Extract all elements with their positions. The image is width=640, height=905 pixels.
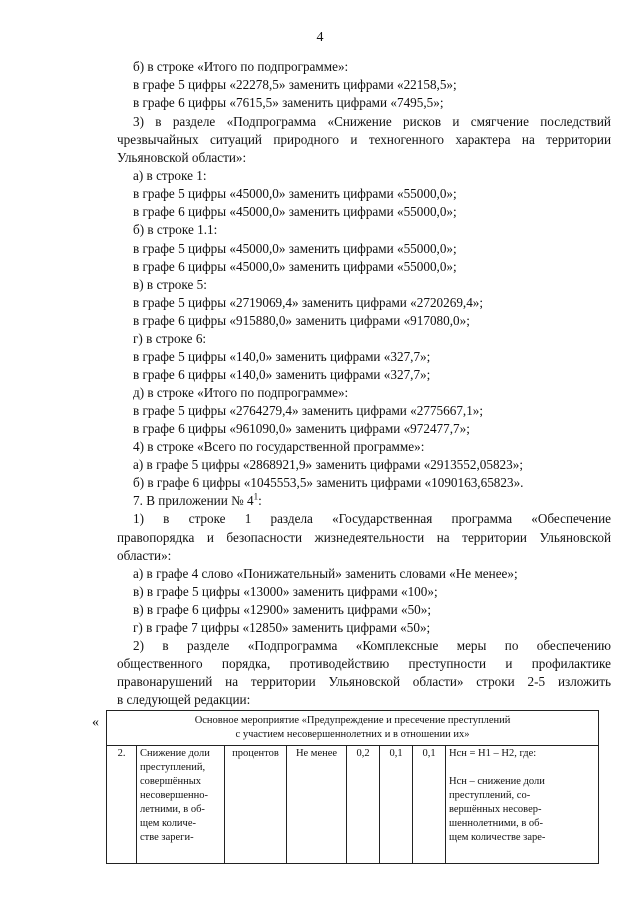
header-line: Основное мероприятие «Предупреждение и пресечение преступлений xyxy=(194,715,511,726)
text-line: г) в строке 6: xyxy=(133,331,207,346)
value-cell: 0,1 xyxy=(413,746,446,864)
text-line: в) в графе 6 цифры «12900» заменить цифрами «50»; xyxy=(133,602,432,617)
text-line: общественного порядка, противодействию преступности и профилактике xyxy=(117,656,611,671)
text-line xyxy=(133,492,262,510)
value-cell: 0,2 xyxy=(347,746,380,864)
text-line: в следующей редакции: xyxy=(117,692,251,707)
cell-line: преступлений, со- xyxy=(449,790,531,801)
text-line: в графе 5 цифры «2764279,4» заменить цифрами «2775667,1»; xyxy=(133,403,484,418)
cell-line: Нсн – снижение доли xyxy=(449,776,545,787)
text-line: в графе 6 цифры «7615,5» заменить цифрами «7495,5»; xyxy=(133,95,444,110)
cell-line: щем количестве заре- xyxy=(449,832,546,843)
row-number: 2. xyxy=(107,746,137,864)
cell-line: совершённых xyxy=(140,776,202,787)
text-line: в графе 5 цифры «22278,5» заменить цифрами «22158,5»; xyxy=(133,77,457,92)
opening-quote: « xyxy=(92,715,99,730)
text-line: б) в строке «Итого по подпрограмме»: xyxy=(133,59,349,74)
cell-line: Нсн = Н1 – Н2, где: xyxy=(449,748,537,759)
text-line: б) в графе 6 цифры «1045553,5» заменить цифрами «1090163,65823». xyxy=(133,475,524,490)
appendix-superscript: 1 xyxy=(253,491,259,502)
indicator-name xyxy=(137,746,225,864)
indicators-table xyxy=(106,710,599,864)
text-line: в графе 6 цифры «961090,0» заменить цифрами «972477,7»; xyxy=(133,421,470,436)
table-row xyxy=(107,746,599,864)
text-line: б) в строке 1.1: xyxy=(133,222,218,237)
text-line: чрезвычайных ситуаций природного и техногенного характера на территории xyxy=(117,132,611,147)
cell-line: преступлений, xyxy=(140,762,206,773)
table-header-row xyxy=(107,711,599,746)
text-line: в графе 6 цифры «915880,0» заменить цифрами «917080,0»; xyxy=(133,313,470,328)
cell-line: летними, в об- xyxy=(140,804,205,815)
text-line: г) в графе 7 цифры «12850» заменить цифрами «50»; xyxy=(133,620,431,635)
appendix-heading: 7. В приложении № 4 xyxy=(133,493,254,508)
unit-cell: процентов xyxy=(225,746,287,864)
type-cell: Не менее xyxy=(287,746,347,864)
text-line: 3) в разделе «Подпрограмма «Снижение рисков и смягчение последствий xyxy=(133,114,611,129)
text-line: области»: xyxy=(117,548,172,563)
cell-line: шеннолетними, в об- xyxy=(449,818,544,829)
text-line: в) в строке 5: xyxy=(133,277,207,292)
text-line: в графе 5 цифры «2719069,4» заменить цифрами «2720269,4»; xyxy=(133,295,484,310)
text-line: в графе 6 цифры «45000,0» заменить цифрами «55000,0»; xyxy=(133,259,457,274)
text-line: а) в строке 1: xyxy=(133,168,207,183)
page-number: 4 xyxy=(316,30,324,45)
table-section-header xyxy=(107,711,599,746)
text-line: правопорядка и безопасности жизнедеятельности на территории Ульяновской xyxy=(117,530,611,545)
cell-line: щем количе- xyxy=(140,818,196,829)
text-line: в графе 6 цифры «45000,0» заменить цифрами «55000,0»; xyxy=(133,204,457,219)
cell-line: несовершенно- xyxy=(140,790,208,801)
cell-line: вершённых несовер- xyxy=(449,804,542,815)
cell-line: стве зареги- xyxy=(140,832,194,843)
text-line: а) в графе 4 слово «Понижательный» заменить словами «Не менее»; xyxy=(133,566,518,581)
text-line: в графе 6 цифры «140,0» заменить цифрами «327,7»; xyxy=(133,367,431,382)
cell-spacer xyxy=(449,761,595,775)
text-line: 4) в строке «Всего по государственной программе»: xyxy=(133,439,425,454)
appendix-colon: : xyxy=(258,493,262,508)
text-line: Ульяновской области»: xyxy=(117,150,247,165)
text-line: правонарушений на территории Ульяновской области» строки 2-5 изложить xyxy=(117,674,611,689)
cell-line: Снижение доли xyxy=(140,748,210,759)
text-line: 2) в разделе «Подпрограмма «Комплексные меры по обеспечению xyxy=(133,638,611,653)
text-line: а) в графе 5 цифры «2868921,9» заменить цифрами «2913552,05823»; xyxy=(133,457,523,472)
text-line: в графе 5 цифры «45000,0» заменить цифрами «55000,0»; xyxy=(133,186,457,201)
formula-cell xyxy=(446,746,599,864)
text-line: в графе 5 цифры «45000,0» заменить цифрами «55000,0»; xyxy=(133,241,457,256)
value-cell: 0,1 xyxy=(380,746,413,864)
text-line: в) в графе 5 цифры «13000» заменить цифрами «100»; xyxy=(133,584,438,599)
header-line: с участием несовершеннолетних и в отношении их» xyxy=(235,729,470,740)
text-line: 1) в строке 1 раздела «Государственная программа «Обеспечение xyxy=(133,511,611,526)
text-line: д) в строке «Итого по подпрограмме»: xyxy=(133,385,349,400)
text-line: в графе 5 цифры «140,0» заменить цифрами «327,7»; xyxy=(133,349,431,364)
